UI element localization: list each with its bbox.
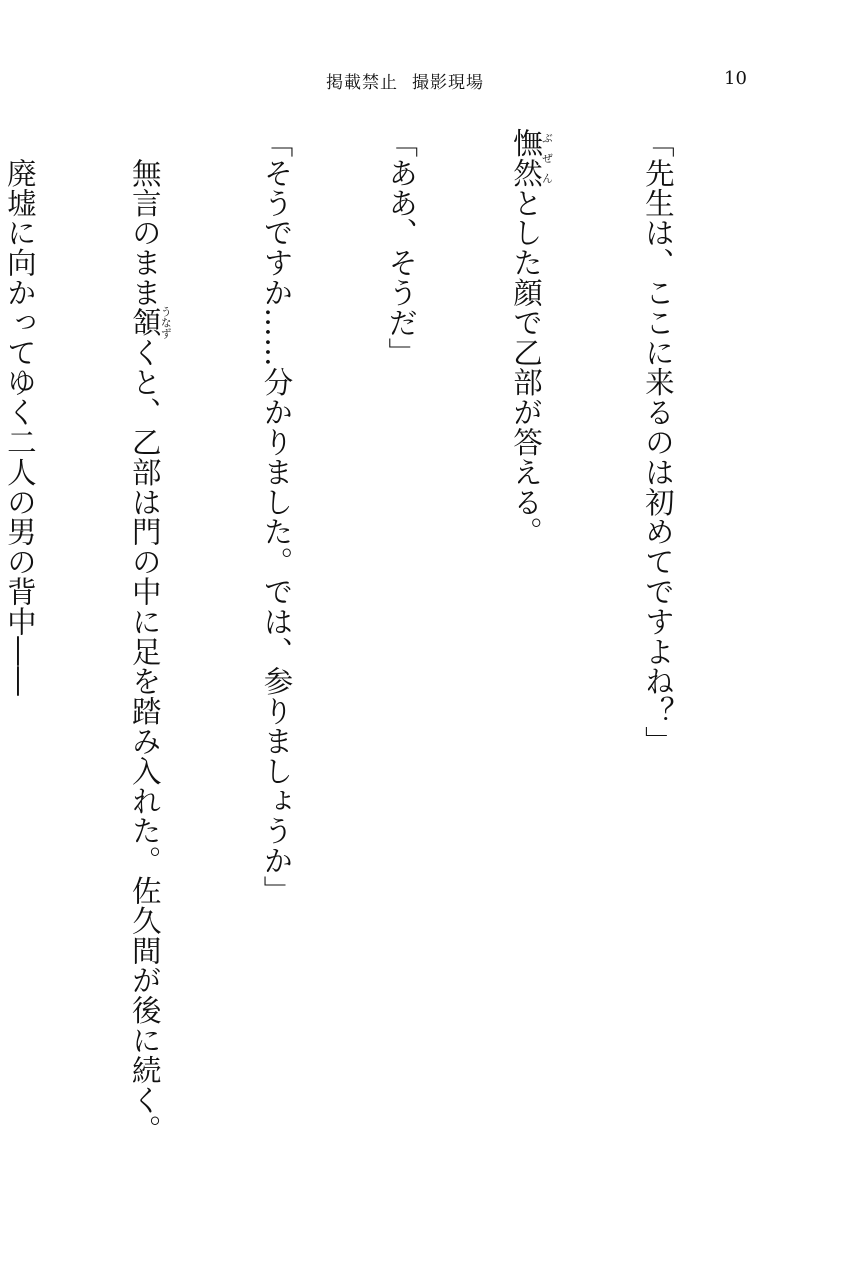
- text-line: 憮然ぶぜんとした顔で乙部が答える。: [509, 128, 554, 547]
- text-line: 廃墟に向かってゆく二人の男の背中――: [2, 128, 37, 697]
- page-number: 10: [724, 68, 747, 89]
- text-line: 「先生は、ここに来るのは初めてですよね？」: [640, 128, 675, 756]
- running-head: [326, 68, 484, 93]
- ruby-annotation: 頷うなず: [127, 305, 173, 339]
- text-line: 「そうですか……分かりました。では、参りましょうか」: [259, 128, 294, 906]
- text-line: 無言のまま頷うなずくと、乙部は門の中に足を踏み入れた。佐久間が後に続く。: [127, 128, 173, 1145]
- text-line: 「ああ、そうだ」: [384, 128, 419, 368]
- vertical-body-text: [2, 128, 761, 1145]
- chapter-title: 撮影現場: [412, 73, 484, 93]
- book-title: 掲載禁止: [326, 73, 398, 93]
- ruby-annotation: 憮然ぶぜん: [509, 128, 554, 188]
